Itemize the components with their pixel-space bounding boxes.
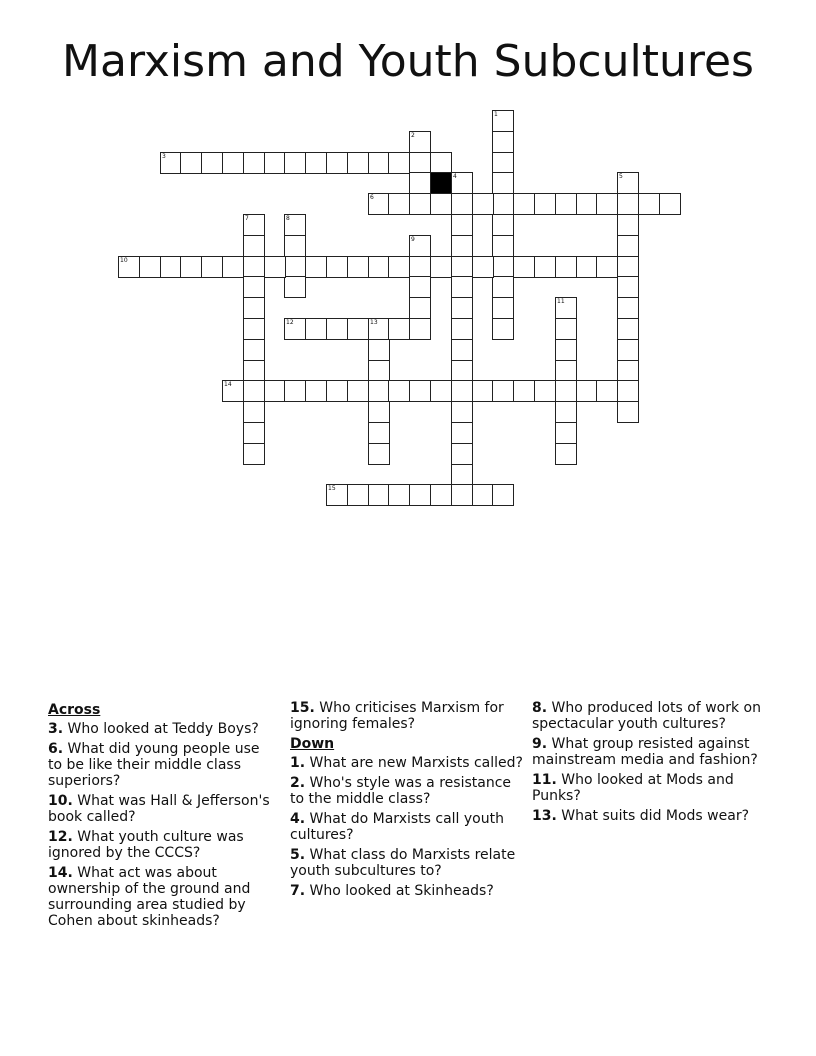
clues-column-1	[48, 700, 273, 933]
grid-cell[interactable]	[409, 256, 431, 278]
grid-cell[interactable]	[534, 256, 556, 278]
grid-cell[interactable]	[492, 380, 514, 402]
grid-cell[interactable]	[596, 380, 618, 402]
cell-number: 4	[453, 173, 457, 180]
grid-cell[interactable]	[492, 276, 514, 298]
grid-cell[interactable]	[451, 256, 473, 278]
grid-cell[interactable]	[555, 401, 577, 423]
grid-cell[interactable]	[409, 235, 431, 257]
grid-cell[interactable]	[409, 193, 431, 215]
grid-cell[interactable]	[326, 256, 348, 278]
clue-text: Who criticises Marxism for ignoring females?	[290, 700, 504, 732]
grid-cell[interactable]	[388, 152, 410, 174]
grid-cell[interactable]	[638, 193, 660, 215]
clue-text: What group resisted against mainstream media and fashion?	[532, 736, 758, 768]
grid-cell[interactable]	[617, 256, 639, 278]
grid-cell[interactable]	[472, 484, 494, 506]
grid-cell[interactable]	[368, 256, 390, 278]
grid-cell[interactable]	[368, 422, 390, 444]
grid-cell[interactable]	[284, 380, 306, 402]
grid-cell[interactable]	[368, 318, 390, 340]
grid-cell[interactable]	[180, 152, 202, 174]
grid-cell[interactable]	[368, 484, 390, 506]
grid-cell[interactable]	[617, 172, 639, 194]
clue-text: Who produced lots of work on spectacular youth cultures?	[532, 700, 761, 732]
grid-cell[interactable]	[492, 214, 514, 236]
clue-across-14	[48, 865, 273, 929]
grid-cell[interactable]	[347, 484, 369, 506]
grid-cell[interactable]	[492, 297, 514, 319]
grid-cell[interactable]	[451, 339, 473, 361]
clues-column-3	[532, 700, 772, 828]
grid-cell[interactable]	[160, 256, 182, 278]
grid-cell[interactable]	[264, 152, 286, 174]
grid-cell[interactable]	[409, 152, 431, 174]
grid-cell[interactable]	[617, 297, 639, 319]
clue-number: 9.	[532, 736, 548, 752]
grid-cell[interactable]	[305, 380, 327, 402]
grid-cell[interactable]	[617, 276, 639, 298]
grid-cell[interactable]	[451, 380, 473, 402]
grid-cell[interactable]	[472, 256, 494, 278]
grid-cell[interactable]	[472, 380, 494, 402]
grid-cell[interactable]	[430, 484, 452, 506]
grid-cell[interactable]	[430, 152, 452, 174]
grid-cell[interactable]	[451, 214, 473, 236]
cell-number: 14	[224, 381, 232, 388]
clue-text: What suits did Mods wear?	[561, 808, 750, 824]
clue-number: 15.	[290, 700, 315, 716]
grid-cell[interactable]	[451, 297, 473, 319]
grid-cell[interactable]	[326, 380, 348, 402]
grid-cell[interactable]	[326, 152, 348, 174]
grid-cell[interactable]	[451, 193, 473, 215]
clue-down-11	[532, 772, 772, 804]
grid-cell[interactable]	[534, 380, 556, 402]
grid-cell[interactable]	[409, 276, 431, 298]
clue-text: What act was about ownership of the ground and surrounding area studied by Cohen about skinheads?	[48, 865, 251, 929]
cell-number: 11	[557, 298, 565, 305]
grid-cell[interactable]	[617, 214, 639, 236]
cell-number: 10	[120, 257, 128, 264]
grid-cell[interactable]	[347, 256, 369, 278]
clue-text: What are new Marxists called?	[309, 755, 523, 771]
grid-cell[interactable]	[284, 318, 306, 340]
grid-cell[interactable]	[555, 256, 577, 278]
grid-cell[interactable]	[243, 214, 265, 236]
grid-cell[interactable]	[243, 380, 265, 402]
grid-cell[interactable]	[409, 484, 431, 506]
grid-cell[interactable]	[388, 318, 410, 340]
grid-cell[interactable]	[201, 256, 223, 278]
clue-number: 7.	[290, 883, 306, 899]
clue-text: What was Hall & Jefferson's book called?	[48, 793, 270, 825]
grid-cell[interactable]	[347, 380, 369, 402]
clues-column-2	[290, 700, 525, 903]
grid-cell[interactable]	[617, 360, 639, 382]
grid-cell[interactable]	[368, 443, 390, 465]
clue-number: 6.	[48, 741, 64, 757]
grid-cell[interactable]	[451, 276, 473, 298]
cell-number: 5	[619, 173, 623, 180]
grid-cell[interactable]	[368, 193, 390, 215]
grid-cell[interactable]	[409, 131, 431, 153]
grid-cell[interactable]	[492, 318, 514, 340]
grid-cell[interactable]	[243, 360, 265, 382]
grid-cell[interactable]	[284, 214, 306, 236]
grid-cell[interactable]	[576, 256, 598, 278]
grid-cell[interactable]	[555, 380, 577, 402]
clue-text: Who looked at Mods and Punks?	[532, 772, 734, 804]
grid-cell[interactable]	[451, 318, 473, 340]
grid-cell[interactable]	[555, 443, 577, 465]
clue-text: Who's style was a resistance to the middle class?	[290, 775, 512, 807]
clue-text: What did young people use to be like their middle class superiors?	[48, 741, 260, 789]
grid-cell[interactable]	[139, 256, 161, 278]
grid-cell[interactable]	[243, 297, 265, 319]
clue-number: 14.	[48, 865, 73, 881]
grid-cell[interactable]	[492, 484, 514, 506]
grid-cell[interactable]	[555, 318, 577, 340]
grid-cell[interactable]	[243, 339, 265, 361]
cell-number: 15	[328, 485, 336, 492]
grid-cell[interactable]	[659, 193, 681, 215]
clue-number: 10.	[48, 793, 73, 809]
grid-cell[interactable]	[305, 318, 327, 340]
clue-number: 12.	[48, 829, 73, 845]
grid-cell[interactable]	[492, 131, 514, 153]
grid-cell[interactable]	[243, 422, 265, 444]
grid-cell[interactable]	[617, 339, 639, 361]
clue-number: 3.	[48, 721, 64, 737]
clue-down-2	[290, 775, 525, 807]
grid-cell[interactable]	[243, 401, 265, 423]
cell-number: 7	[245, 215, 249, 222]
grid-cell[interactable]	[222, 380, 244, 402]
grid-cell[interactable]	[513, 256, 535, 278]
clue-number: 2.	[290, 775, 306, 791]
cell-number: 2	[411, 132, 415, 139]
clue-number: 1.	[290, 755, 306, 771]
grid-cell[interactable]	[284, 152, 306, 174]
grid-cell[interactable]	[388, 484, 410, 506]
grid-cell[interactable]	[409, 172, 431, 194]
grid-cell[interactable]	[555, 339, 577, 361]
grid-cell[interactable]	[243, 318, 265, 340]
grid-cell[interactable]	[222, 256, 244, 278]
puzzle-title: Marxism and Youth Subcultures	[62, 36, 754, 87]
grid-cell[interactable]	[284, 256, 306, 278]
grid-cell[interactable]	[347, 152, 369, 174]
grid-cell[interactable]	[576, 193, 598, 215]
grid-cell[interactable]	[492, 193, 514, 215]
clue-across-15	[290, 700, 525, 732]
grid-cell[interactable]	[368, 339, 390, 361]
cell-number: 12	[286, 319, 294, 326]
grid-cell[interactable]	[430, 193, 452, 215]
grid-cell[interactable]	[368, 380, 390, 402]
grid-cell[interactable]	[201, 152, 223, 174]
grid-cell[interactable]	[409, 380, 431, 402]
grid-cell[interactable]	[368, 360, 390, 382]
grid-cell[interactable]	[492, 172, 514, 194]
grid-cell[interactable]	[472, 193, 494, 215]
clue-text: Who looked at Teddy Boys?	[67, 721, 259, 737]
grid-cell[interactable]	[118, 256, 140, 278]
clue-down-7	[290, 883, 525, 899]
grid-cell[interactable]	[617, 193, 639, 215]
clue-number: 4.	[290, 811, 306, 827]
grid-cell[interactable]	[492, 110, 514, 132]
clue-text: What do Marxists call youth cultures?	[290, 811, 504, 843]
clue-across-12	[48, 829, 273, 861]
clue-down-13	[532, 808, 772, 824]
clue-number: 11.	[532, 772, 557, 788]
grid-cell[interactable]	[492, 152, 514, 174]
grid-cell[interactable]	[305, 152, 327, 174]
grid-cell[interactable]	[180, 256, 202, 278]
grid-cell[interactable]	[451, 401, 473, 423]
grid-cell[interactable]	[576, 380, 598, 402]
cell-number: 3	[162, 153, 166, 160]
grid-cell[interactable]	[243, 276, 265, 298]
cell-number: 13	[370, 319, 378, 326]
clue-text: What class do Marxists relate youth subcultures to?	[290, 847, 516, 879]
grid-cell[interactable]	[305, 256, 327, 278]
grid-cell[interactable]	[388, 193, 410, 215]
grid-cell[interactable]	[513, 380, 535, 402]
clue-text: Who looked at Skinheads?	[309, 883, 494, 899]
grid-cell[interactable]	[347, 318, 369, 340]
grid-cell[interactable]	[430, 256, 452, 278]
black-square	[430, 172, 452, 194]
grid-cell[interactable]	[326, 318, 348, 340]
grid-cell[interactable]	[555, 422, 577, 444]
grid-cell[interactable]	[368, 152, 390, 174]
clue-down-5	[290, 847, 525, 879]
across-heading: Across	[48, 702, 101, 718]
clue-down-4	[290, 811, 525, 843]
grid-cell[interactable]	[430, 380, 452, 402]
clue-down-1	[290, 755, 525, 771]
grid-cell[interactable]	[617, 235, 639, 257]
grid-cell[interactable]	[555, 193, 577, 215]
clue-number: 13.	[532, 808, 557, 824]
grid-cell[interactable]	[326, 484, 348, 506]
grid-cell[interactable]	[451, 484, 473, 506]
grid-cell[interactable]	[492, 256, 514, 278]
grid-cell[interactable]	[243, 256, 265, 278]
grid-cell[interactable]	[451, 235, 473, 257]
grid-cell[interactable]	[513, 193, 535, 215]
grid-cell[interactable]	[409, 297, 431, 319]
grid-cell[interactable]	[555, 360, 577, 382]
grid-cell[interactable]	[264, 256, 286, 278]
cell-number: 8	[286, 215, 290, 222]
grid-cell[interactable]	[534, 193, 556, 215]
clue-number: 5.	[290, 847, 306, 863]
grid-cell[interactable]	[451, 172, 473, 194]
grid-cell[interactable]	[596, 193, 618, 215]
cell-number: 9	[411, 236, 415, 243]
grid-cell[interactable]	[617, 380, 639, 402]
grid-cell[interactable]	[388, 380, 410, 402]
grid-cell[interactable]	[243, 152, 265, 174]
grid-cell[interactable]	[451, 360, 473, 382]
grid-cell[interactable]	[264, 380, 286, 402]
clue-across-10	[48, 793, 273, 825]
grid-cell[interactable]	[388, 256, 410, 278]
clue-down-8	[532, 700, 772, 732]
clue-number: 8.	[532, 700, 548, 716]
grid-cell[interactable]	[555, 297, 577, 319]
cell-number: 6	[370, 194, 374, 201]
grid-cell[interactable]	[243, 235, 265, 257]
grid-cell[interactable]	[492, 235, 514, 257]
down-heading: Down	[290, 736, 335, 752]
clue-down-9	[532, 736, 772, 768]
grid-cell[interactable]	[409, 318, 431, 340]
grid-cell[interactable]	[596, 256, 618, 278]
grid-cell[interactable]	[284, 276, 306, 298]
grid-cell[interactable]	[368, 401, 390, 423]
grid-cell[interactable]	[243, 443, 265, 465]
grid-cell[interactable]	[160, 152, 182, 174]
grid-cell[interactable]	[451, 443, 473, 465]
grid-cell[interactable]	[617, 318, 639, 340]
clue-across-3	[48, 721, 273, 737]
clue-across-6	[48, 741, 273, 789]
grid-cell[interactable]	[451, 464, 473, 486]
grid-cell[interactable]	[617, 401, 639, 423]
grid-cell[interactable]	[451, 422, 473, 444]
grid-cell[interactable]	[222, 152, 244, 174]
clue-text: What youth culture was ignored by the CCCS?	[48, 829, 244, 861]
cell-number: 1	[494, 111, 498, 118]
grid-cell[interactable]	[284, 235, 306, 257]
